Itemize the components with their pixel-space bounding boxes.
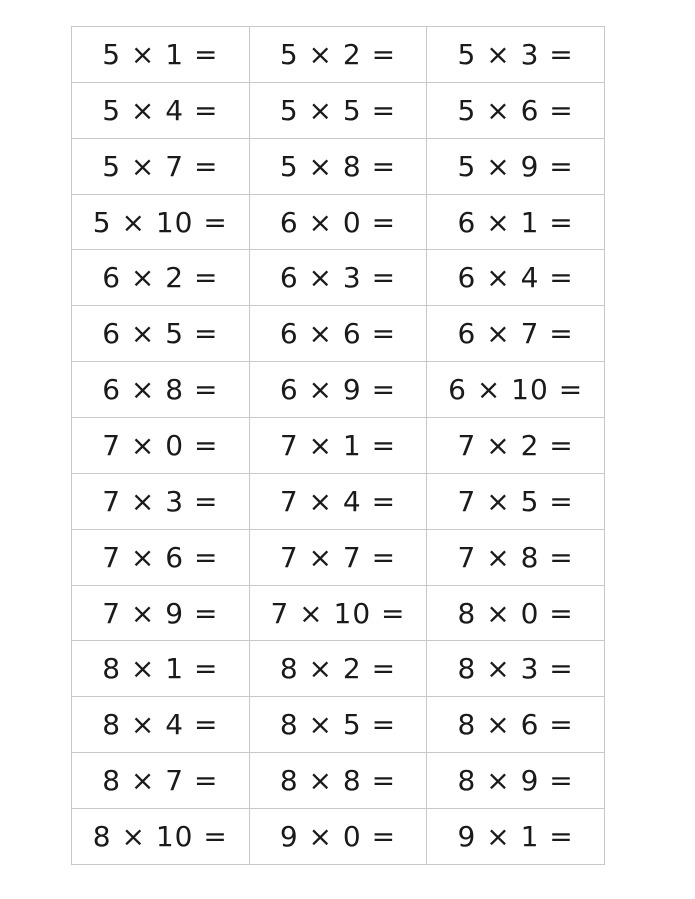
multiplication-problem-cell: 5 × 7 = <box>72 138 250 194</box>
multiplication-problem-cell: 5 × 3 = <box>427 27 605 83</box>
multiplication-problem-cell: 5 × 5 = <box>249 82 427 138</box>
multiplication-problem-cell: 7 × 10 = <box>249 585 427 641</box>
multiplication-problem-cell: 6 × 10 = <box>427 362 605 418</box>
multiplication-problem-cell: 5 × 4 = <box>72 82 250 138</box>
multiplication-problem-cell: 8 × 9 = <box>427 753 605 809</box>
worksheet-row <box>72 27 605 83</box>
multiplication-problem-cell: 5 × 2 = <box>249 27 427 83</box>
worksheet-row <box>72 138 605 194</box>
multiplication-problem-cell: 7 × 5 = <box>427 473 605 529</box>
multiplication-problem-cell: 7 × 2 = <box>427 418 605 474</box>
worksheet-row <box>72 809 605 865</box>
worksheet-row <box>72 306 605 362</box>
multiplication-problem-cell: 6 × 3 = <box>249 250 427 306</box>
multiplication-problem-cell: 7 × 6 = <box>72 529 250 585</box>
multiplication-problem-cell: 9 × 1 = <box>427 809 605 865</box>
multiplication-problem-cell: 5 × 8 = <box>249 138 427 194</box>
multiplication-problem-cell: 7 × 4 = <box>249 473 427 529</box>
multiplication-problem-cell: 7 × 9 = <box>72 585 250 641</box>
multiplication-problem-cell: 7 × 0 = <box>72 418 250 474</box>
worksheet-row <box>72 697 605 753</box>
worksheet-row <box>72 641 605 697</box>
multiplication-problem-cell: 8 × 6 = <box>427 697 605 753</box>
multiplication-problem-cell: 6 × 5 = <box>72 306 250 362</box>
multiplication-problem-cell: 8 × 1 = <box>72 641 250 697</box>
multiplication-problem-cell: 5 × 1 = <box>72 27 250 83</box>
multiplication-problem-cell: 6 × 4 = <box>427 250 605 306</box>
worksheet-body <box>72 27 605 865</box>
worksheet-row <box>72 473 605 529</box>
multiplication-problem-cell: 8 × 2 = <box>249 641 427 697</box>
multiplication-problem-cell: 6 × 0 = <box>249 194 427 250</box>
multiplication-problem-cell: 6 × 2 = <box>72 250 250 306</box>
multiplication-worksheet-table <box>71 26 605 865</box>
worksheet-row <box>72 362 605 418</box>
multiplication-problem-cell: 7 × 7 = <box>249 529 427 585</box>
multiplication-problem-cell: 8 × 8 = <box>249 753 427 809</box>
worksheet-row <box>72 82 605 138</box>
multiplication-problem-cell: 8 × 4 = <box>72 697 250 753</box>
multiplication-problem-cell: 6 × 7 = <box>427 306 605 362</box>
multiplication-problem-cell: 6 × 8 = <box>72 362 250 418</box>
multiplication-problem-cell: 8 × 7 = <box>72 753 250 809</box>
multiplication-problem-cell: 8 × 10 = <box>72 809 250 865</box>
multiplication-problem-cell: 8 × 3 = <box>427 641 605 697</box>
worksheet-row <box>72 753 605 809</box>
worksheet-row <box>72 585 605 641</box>
multiplication-problem-cell: 6 × 9 = <box>249 362 427 418</box>
multiplication-problem-cell: 7 × 1 = <box>249 418 427 474</box>
multiplication-problem-cell: 7 × 3 = <box>72 473 250 529</box>
worksheet-row <box>72 194 605 250</box>
worksheet-row <box>72 529 605 585</box>
multiplication-problem-cell: 8 × 0 = <box>427 585 605 641</box>
multiplication-problem-cell: 5 × 9 = <box>427 138 605 194</box>
multiplication-problem-cell: 8 × 5 = <box>249 697 427 753</box>
multiplication-problem-cell: 6 × 6 = <box>249 306 427 362</box>
multiplication-problem-cell: 6 × 1 = <box>427 194 605 250</box>
multiplication-problem-cell: 7 × 8 = <box>427 529 605 585</box>
worksheet-row <box>72 250 605 306</box>
worksheet-row <box>72 418 605 474</box>
multiplication-problem-cell: 5 × 6 = <box>427 82 605 138</box>
multiplication-problem-cell: 5 × 10 = <box>72 194 250 250</box>
multiplication-problem-cell: 9 × 0 = <box>249 809 427 865</box>
